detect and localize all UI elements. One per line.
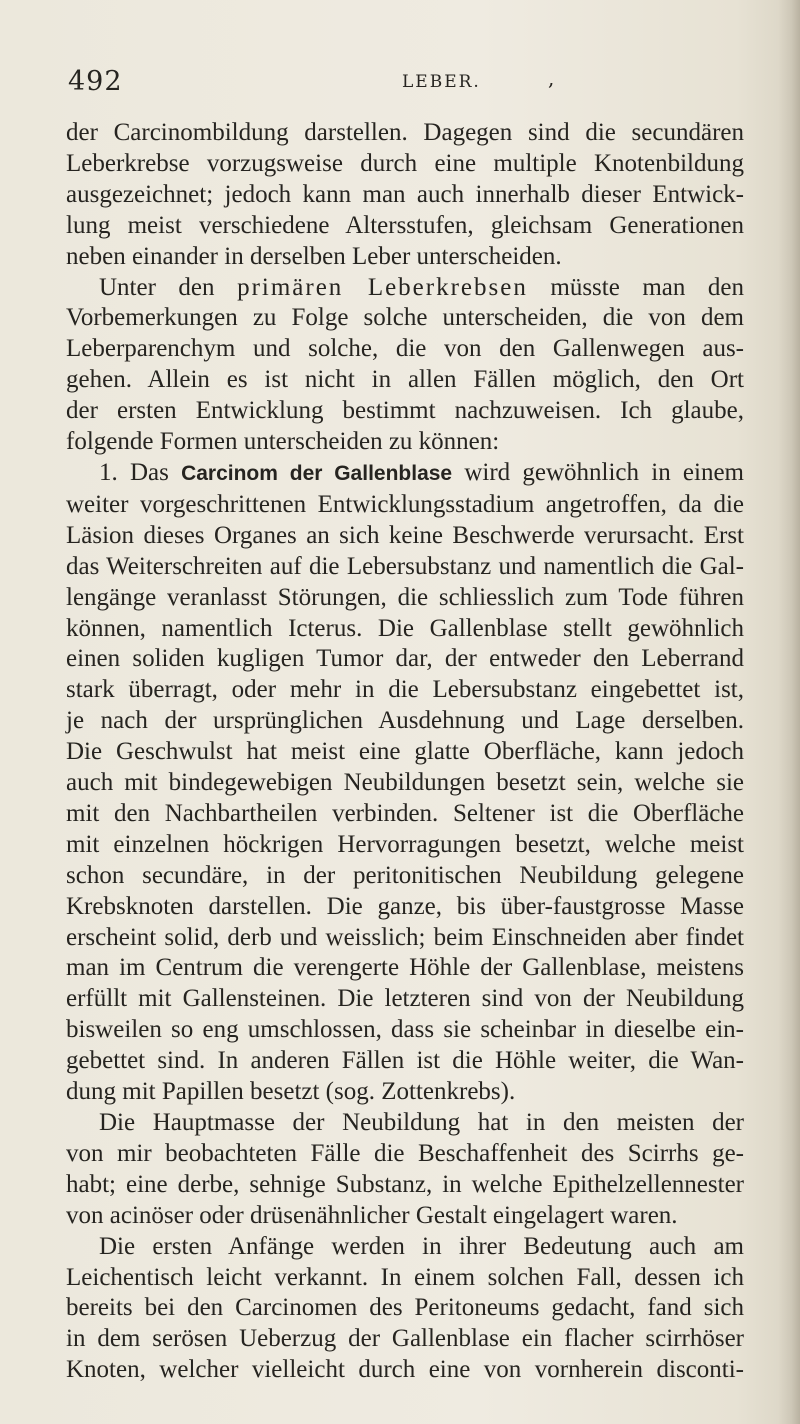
text-line: auch mit bindegewebigen Neubildungen besetzt sein, welche sie [66,769,744,797]
text-line: habt; eine derbe, sehnige Substanz, in welche Epithelzellennester [66,1170,744,1198]
emphasized-term: primären Leberkrebsen [237,273,528,301]
text-line: Leberparenchym und solche, die von den Gallenwegen aus- [66,335,744,363]
text-line: der ersten Entwicklung bestimmt nachzuweisen. Ich glaube, [66,397,744,425]
running-header [68,66,740,106]
text-line: bereits bei den Carcinomen des Peritoneums gedacht, fand sich [66,1294,744,1322]
text-line [66,273,744,304]
running-title: LEBER. [402,72,481,92]
text-line: von mir beobachteten Fälle die Beschaffenheit des Scirrhs ge- [66,1139,744,1167]
text-line: in dem serösen Ueberzug der Gallenblase ein flacher scirrhöser [66,1325,744,1353]
text-run: müsste man den [550,273,744,301]
text-line: können, namentlich Icterus. Die Gallenblase stellt gewöhnlich [66,614,744,642]
text-line: einen soliden kugligen Tumor dar, der entweder den Leberrand [66,645,744,673]
section-heading-inline: Carcinom der Gallenblase [181,461,453,485]
text-line: ausgezeichnet; jedoch kann man auch innerhalb dieser Entwick- [66,180,744,208]
page-edge-shadow [778,0,800,1424]
text-line: der Carcinombildung darstellen. Dagegen sind die secundären [66,119,744,146]
page-number: 492 [68,66,123,97]
text-run: Unter den [99,273,215,301]
text-line: stark überragt, oder mehr in die Lebersubstanz eingebettet ist, [66,676,744,704]
text-line: mit einzelnen höckrigen Hervorragungen besetzt, welche meist [66,830,744,858]
text-line: erscheint solid, derb und weisslich; beim Einschneiden aber findet [66,923,744,951]
text-line: Die ersten Anfänge werden in ihrer Bedeutung auch am [99,1232,744,1260]
stray-mark: , [548,66,555,90]
text-line: neben einander in derselben Leber unterscheiden. [66,242,562,270]
text-run: 1. Das [99,458,169,486]
text-line: Läsion dieses Organes an sich keine Beschwerde verursacht. Erst [66,521,744,549]
text-line: gebettet sind. In anderen Fällen ist die Höhle weiter, die Wan- [66,1047,744,1075]
text-line [66,458,744,490]
text-line: Leberkrebse vorzugsweise durch eine multiple Knotenbildung [66,149,744,177]
text-line: Leichentisch leicht verkannt. In einem solchen Fall, dessen ich [66,1263,744,1291]
text-line: erfüllt mit Gallensteinen. Die letzteren sind von der Neubildung [66,985,744,1013]
text-line: lung meist verschiedene Altersstufen, gleichsam Generationen [66,211,744,239]
text-line: dung mit Papillen besetzt (sog. Zottenkrebs). [66,1078,516,1106]
body-text [66,118,744,1386]
text-line: das Weiterschreiten auf die Lebersubstanz und namentlich die Gal- [66,552,744,580]
text-line: folgende Formen unterscheiden zu können: [66,428,500,456]
text-line: Die Geschwulst hat meist eine glatte Oberfläche, kann jedoch [66,738,744,766]
text-line: schon secundäre, in der peritonitischen Neubildung gelegene [66,861,744,889]
text-line: mit den Nachbartheilen verbinden. Seltener ist die Oberfläche [66,799,744,827]
text-line: weiter vorgeschrittenen Entwicklungsstadium angetroffen, da die [66,490,744,518]
text-line: Krebsknoten darstellen. Die ganze, bis über-faustgrosse Masse [66,892,744,920]
text-line: von acinöser oder drüsenähnlicher Gestalt eingelagert waren. [66,1201,678,1229]
text-line: man im Centrum die verengerte Höhle der Gallenblase, meistens [66,954,744,982]
text-line: je nach der ursprünglichen Ausdehnung und Lage derselben. [66,707,744,735]
text-line: Die Hauptmasse der Neubildung hat in den meisten der [99,1109,744,1136]
text-line: gehen. Allein es ist nicht in allen Fällen möglich, den Ort [66,366,744,394]
text-line: bisweilen so eng umschlossen, dass sie scheinbar in dieselbe ein- [66,1016,744,1044]
text-line: Knoten, welcher vielleicht durch eine von vornherein disconti- [66,1356,744,1384]
text-line: lengänge veranlasst Störungen, die schliesslich zum Tode führen [66,583,744,611]
text-line: Vorbemerkungen zu Folge solche unterscheiden, die von dem [66,304,744,332]
text-run: wird gewöhnlich in einem [464,458,744,486]
